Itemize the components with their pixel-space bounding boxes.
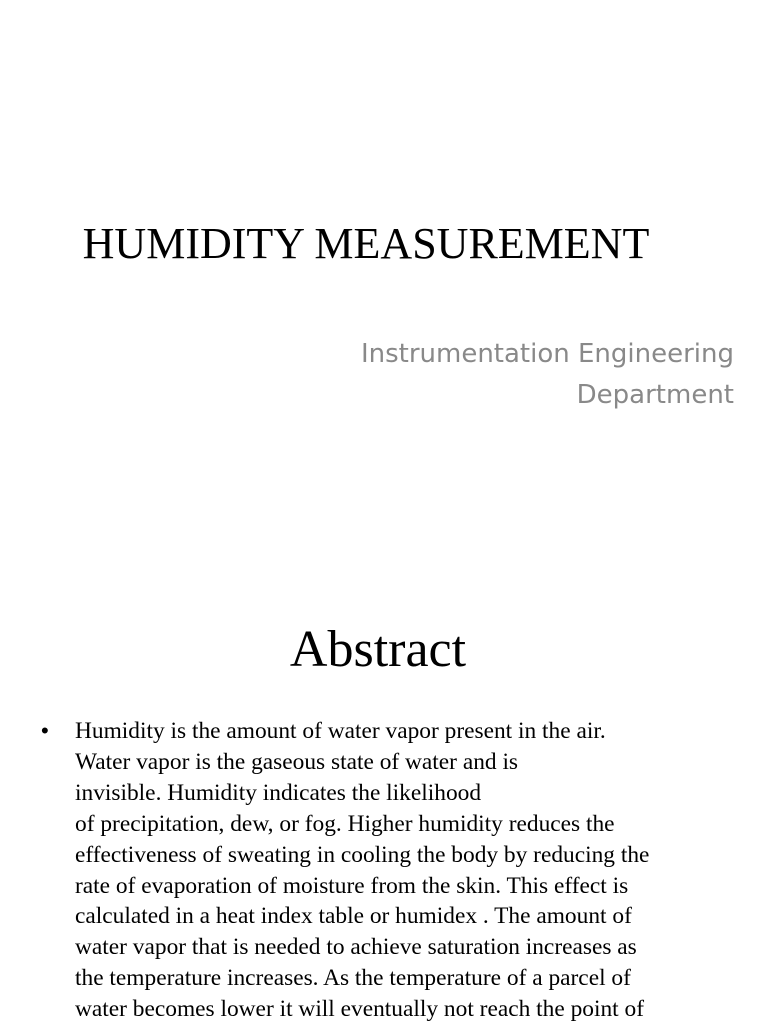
- bullet-text-line: calculated in a heat index table or humidex . The amount of: [75, 903, 632, 930]
- abstract-heading: Abstract: [289, 621, 467, 678]
- subtitle-line: Department: [576, 380, 734, 410]
- slide-subtitle: [174, 334, 734, 416]
- subtitle-line: Instrumentation Engineering: [360, 339, 734, 369]
- bullet-list: [0, 716, 768, 1024]
- slide-title: HUMIDITY MEASUREMENT: [82, 219, 650, 268]
- bullet-text-line: the temperature increases. As the temperature of a parcel of: [75, 965, 631, 992]
- bullet-text-line: of precipitation, dew, or fog. Higher humidity reduces the: [75, 810, 615, 837]
- bullet-text-line: water becomes lower it will eventually not reach the point of: [75, 996, 644, 1023]
- bullet-text-line: rate of evaporation of moisture from the skin. This effect is: [75, 872, 629, 899]
- bullet-text-line: water vapor that is needed to achieve saturation increases as: [75, 934, 637, 961]
- bullet-text-line: effectiveness of sweating in cooling the body by reducing the: [75, 841, 650, 868]
- abstract-slide: [0, 576, 768, 1024]
- bullet-text-line: invisible. Humidity indicates the likelihood: [75, 779, 482, 806]
- bullet-text-line: Water vapor is the gaseous state of water and is: [75, 748, 519, 775]
- bullet-text-line: Humidity is the amount of water vapor present in the air.: [75, 718, 606, 744]
- bullet-item: [0, 716, 715, 1024]
- bullet-icon: •: [41, 718, 49, 743]
